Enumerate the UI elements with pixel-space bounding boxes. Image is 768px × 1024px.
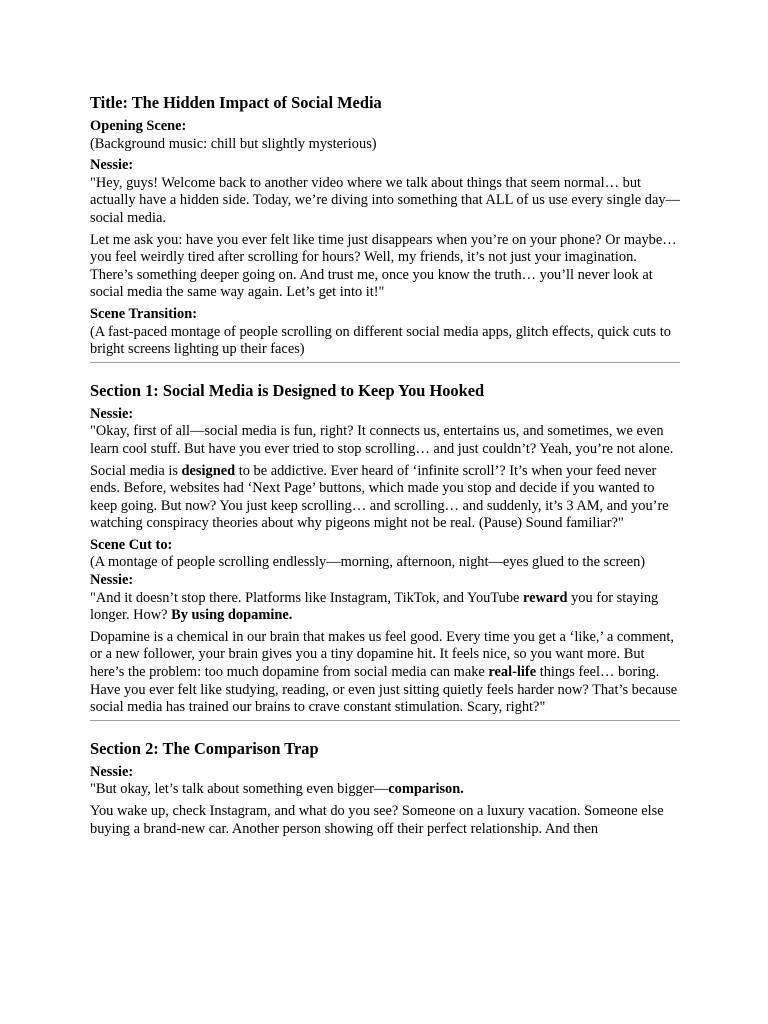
- text-run: "But okay, let’s talk about something even bigger—: [90, 781, 389, 798]
- emphasis-real-life: real-life: [488, 664, 537, 681]
- document-title: Title: The Hidden Impact of Social Media: [90, 93, 382, 112]
- section-2-paragraph-2: You wake up, check Instagram, and what do you see? Someone on a luxury vacation. Someone else buying a brand-new car. Another person showing off their perfect relationship. And then: [90, 803, 664, 837]
- opening-paragraph-1: "Hey, guys! Welcome back to another video where we talk about things that seem normal… but actually have a hidden side. Today, we’re diving into something that ALL of us use every single day—social media.: [90, 174, 680, 226]
- scene-cut-text: (A montage of people scrolling endlessly—morning, afternoon, night—eyes glued to the screen): [90, 554, 646, 571]
- section-1-paragraph-4: [90, 629, 680, 717]
- section-2-title: Section 2: The Comparison Trap: [90, 738, 319, 758]
- opening-scene-label: Opening Scene:: [90, 118, 187, 134]
- speaker-label: Nessie:: [90, 157, 134, 174]
- scene-transition-label: Scene Transition:: [90, 305, 198, 322]
- section-1-paragraph-1: "Okay, first of all—social media is fun, right? It connects us, entertains us, and sometimes, we even learn cool stuff. But have you ever tried to stop scrolling… and just couldn’t? Yeah, you’re not alone.: [90, 423, 674, 457]
- scene-cut-label: Scene Cut to:: [90, 536, 173, 553]
- text-run: "And it doesn’t stop there. Platforms like Instagram, TikTok, and YouTube: [90, 589, 523, 606]
- opening-music-note: (Background music: chill but slightly mysterious): [90, 135, 377, 152]
- emphasis-reward: reward: [523, 589, 568, 606]
- scene-transition-text: (A fast-paced montage of people scrolling on different social media apps, glitch effects, quick cuts to bright screens lighting up their faces): [90, 323, 671, 358]
- text-run: you for staying longer. How?: [90, 589, 659, 624]
- text-run: things feel… boring. Have you ever felt like studying, reading, or even just sitting quietly feels harder now? That’s because social media has trained our brains to crave constant stimulation. Scary, right?": [90, 664, 678, 716]
- emphasis-dopamine: By using dopamine.: [171, 607, 293, 624]
- speaker-label: Nessie:: [90, 763, 134, 780]
- section-divider: [90, 362, 680, 363]
- text-run: Dopamine is a chemical in our brain that makes us feel good. Every time you get a ‘like,’ a comment, or a new follower, your brain gives you a tiny dopamine hit. It feels nice, so you want more. But here’s the problem: too much dopamine from social media can make: [90, 628, 674, 681]
- section-divider: [90, 720, 680, 721]
- text-run: to be addictive. Ever heard of ‘infinite scroll’? It’s when your feed never ends. Before, websites had ‘Next Page’ buttons, which made you stop and decide if you wanted to keep going. But now? You just keep scrolling… and scrolling… and suddenly, it’s 3 AM, and you’re watching conspiracy theories about why pigeons might not be real. (Pause) Sound familiar?": [90, 462, 669, 532]
- speaker-label: Nessie:: [90, 405, 134, 422]
- text-run: Social media is: [90, 462, 182, 479]
- emphasis-designed: designed: [181, 462, 236, 479]
- emphasis-comparison: comparison.: [388, 781, 464, 798]
- section-2-paragraph-1: [90, 781, 680, 799]
- section-1-title: Section 1: Social Media is Designed to Keep You Hooked: [90, 380, 485, 400]
- speaker-label: Nessie:: [90, 572, 134, 589]
- document-page: [90, 93, 680, 838]
- section-1-paragraph-2: [90, 463, 680, 533]
- section-1-paragraph-3: [90, 590, 680, 625]
- opening-paragraph-2: Let me ask you: have you ever felt like time just disappears when you’re on your phone? Or maybe… you feel weirdly tired after scrolling for hours? Well, my friends, it’s not just your imagination. There’s something deeper going on. And trust me, once you know the truth… you’ll never look at social media the same way again. Let’s get into it!": [90, 231, 677, 301]
